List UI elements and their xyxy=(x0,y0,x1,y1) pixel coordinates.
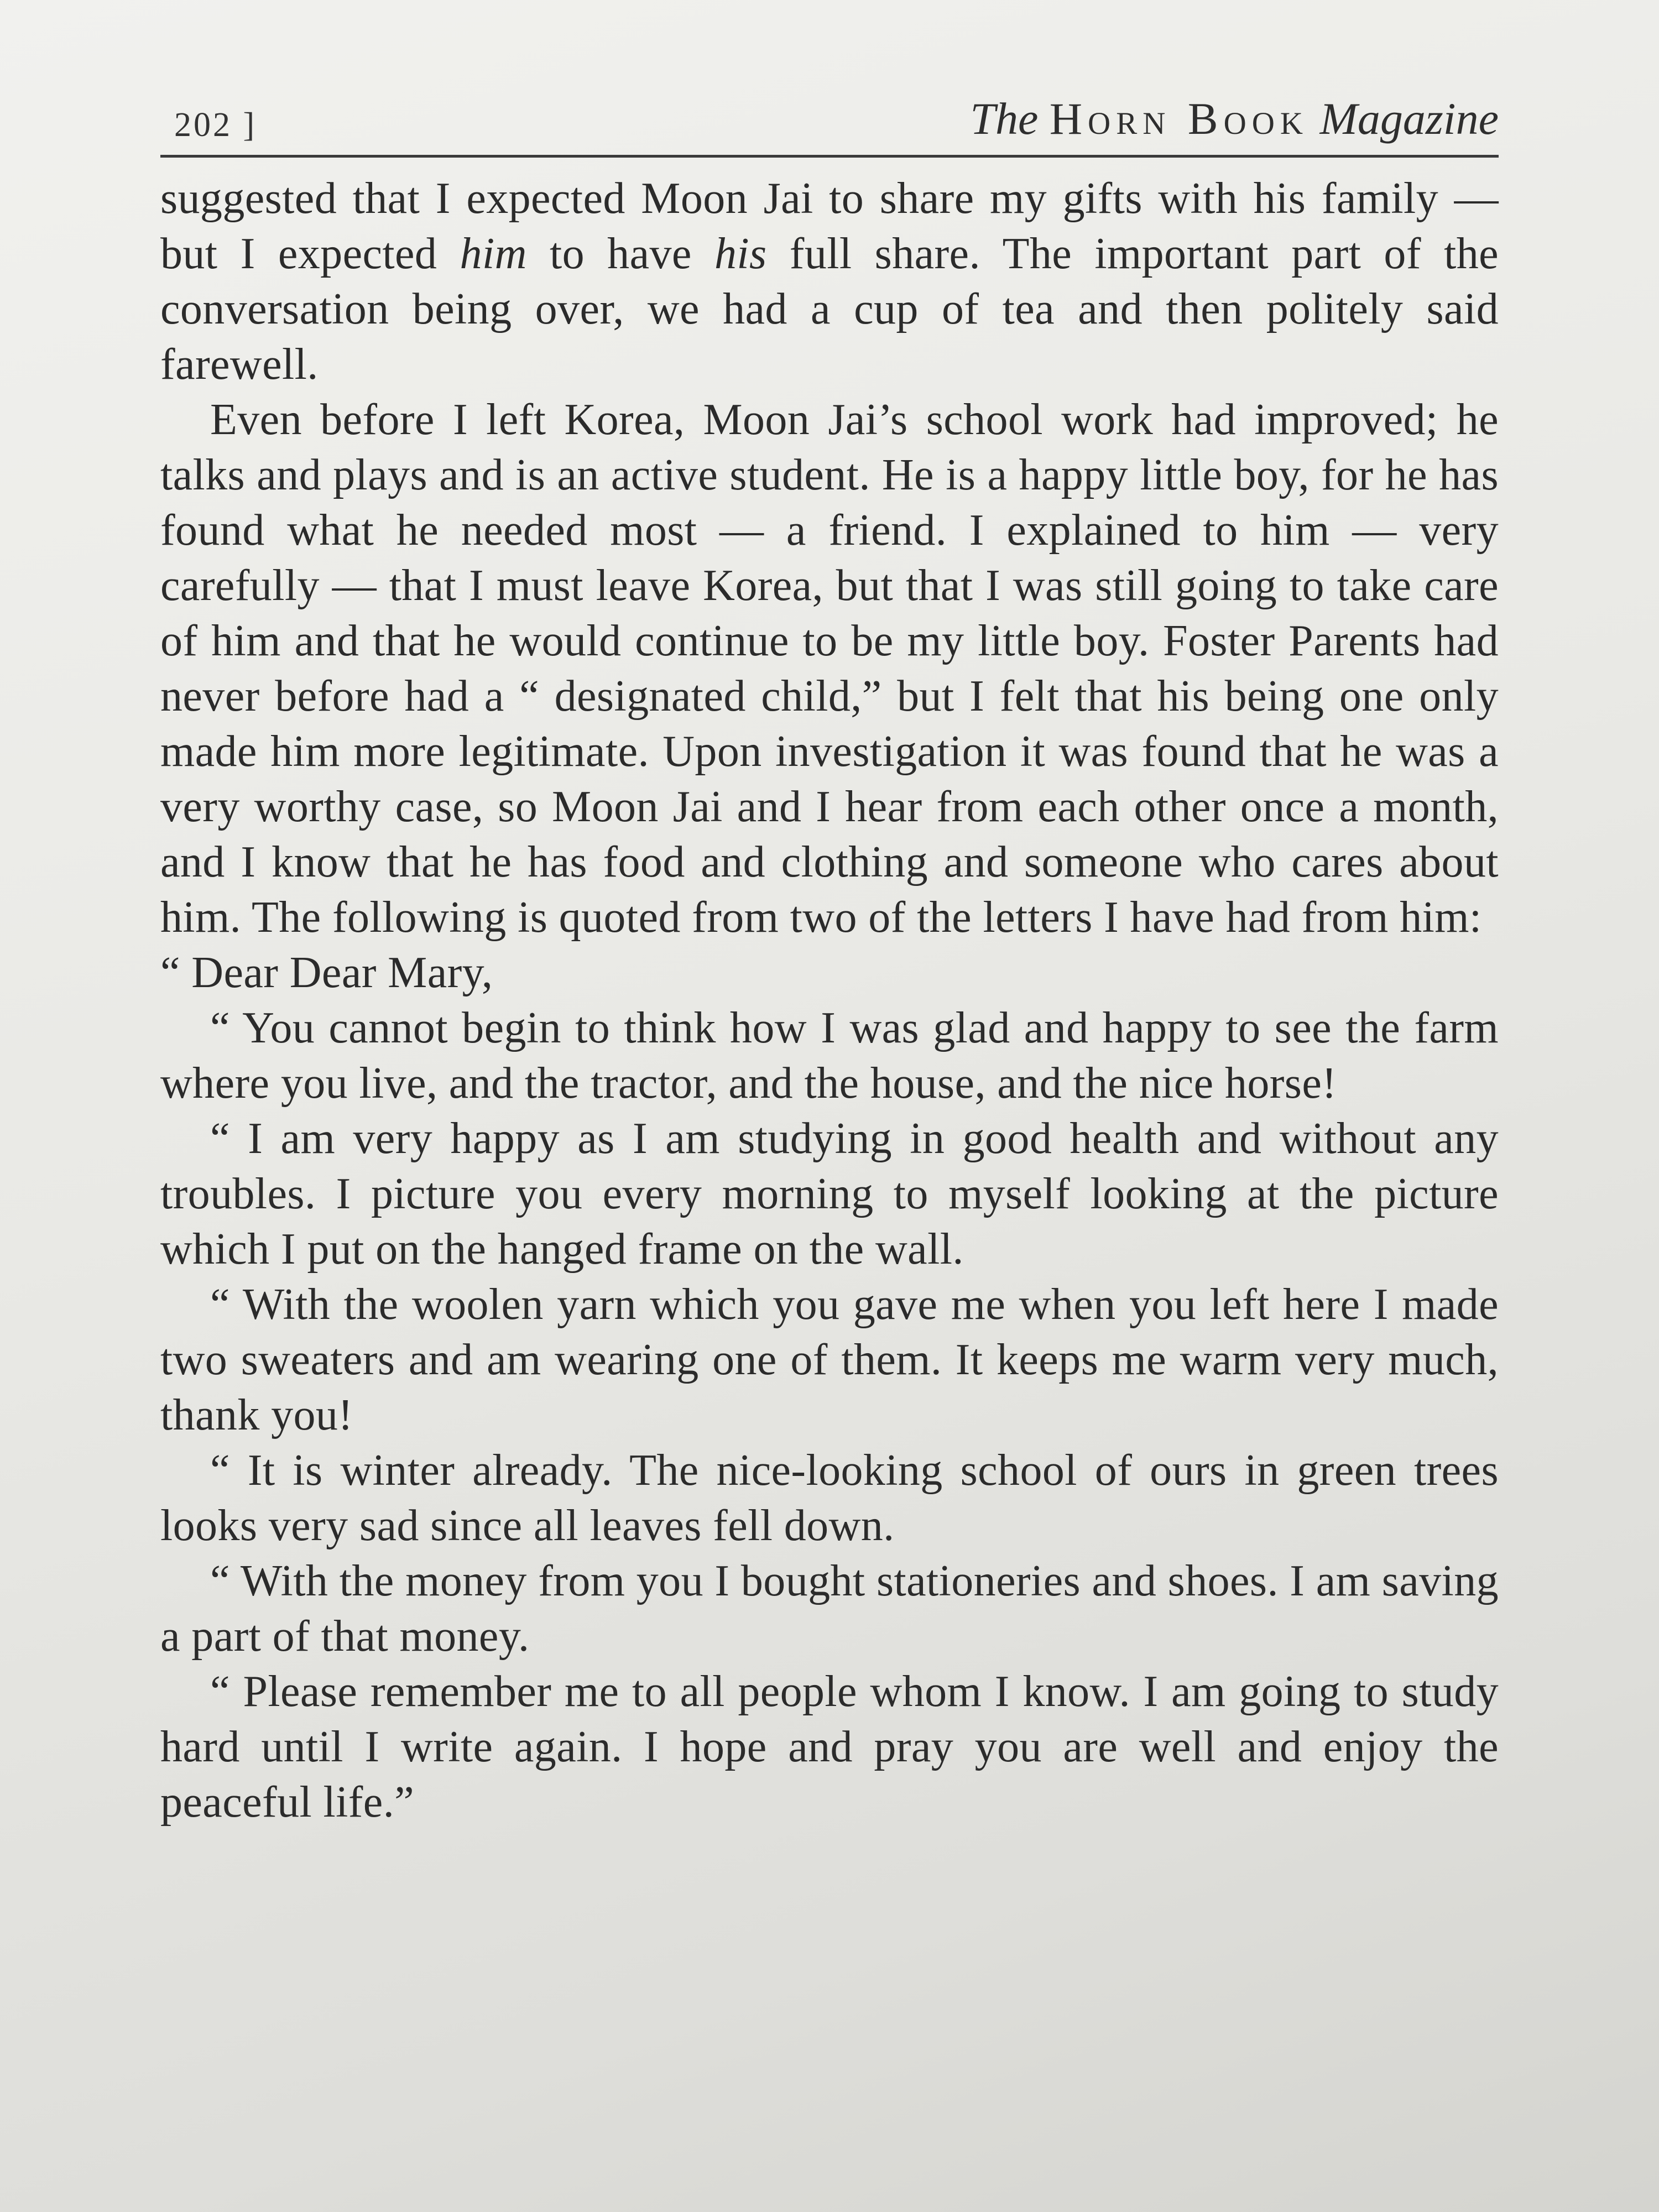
letter-paragraph-6: “ Please remember me to all people whom I know. I am going to study hard until I write again. I hope and pray you are well and enjoy the peaceful life.” xyxy=(160,1667,1499,1827)
p1-text-c: full share. The important part of the conversation being over, we had a cup of tea and then politely said farewell. xyxy=(160,229,1499,389)
body-text xyxy=(160,171,1499,1830)
page-header xyxy=(160,94,1499,158)
p1-emphasis-him: him xyxy=(460,229,527,278)
title-horn-book: Horn Book xyxy=(1049,93,1309,144)
letter-paragraph-3: “ With the woolen yarn which you gave me when you left here I made two sweaters and am wearing one of them. It keeps me warm very much, thank you! xyxy=(160,1280,1499,1439)
paragraph-2: Even before I left Korea, Moon Jai’s school work had improved; he talks and plays and is an active student. He is a happy little boy, for he has found what he needed most — a friend. I explained to him — very carefully — that I must leave Korea, but that I was still going to take care of him and that he would continue to be my little boy. Foster Parents had never before had a “ designated child,” but I felt that his being one only made him more legitimate. Upon investigation it was found that he was a very worthy case, so Moon Jai and I hear from each other once a month, and I know that he has food and clothing and someone who cares about him. The following is quoted from two of the letters I have had from him: xyxy=(160,395,1499,942)
running-title xyxy=(970,93,1499,145)
book-page xyxy=(160,94,1499,2140)
p1-text-a: suggested that I expected Moon Jai to share my gifts with his family — but I expected xyxy=(160,174,1499,278)
letter-salutation: “ Dear Dear Mary, xyxy=(160,948,493,997)
letter-paragraph-2: “ I am very happy as I am studying in good health and without any troubles. I picture you every morning to myself looking at the picture which I put on the hanged frame on the wall. xyxy=(160,1114,1499,1274)
page-number: 202 ] xyxy=(174,106,257,144)
p1-text-b: to have xyxy=(526,229,715,278)
paragraph-1 xyxy=(160,171,1499,392)
title-magazine: Magazine xyxy=(1319,93,1499,144)
title-the: The xyxy=(970,93,1039,144)
letter-paragraph-5: “ With the money from you I bought stationeries and shoes. I am saving a part of that money. xyxy=(160,1557,1499,1661)
p1-emphasis-his: his xyxy=(714,229,767,278)
letter-paragraph-4: “ It is winter already. The nice-looking school of ours in green trees looks very sad since all leaves fell down. xyxy=(160,1446,1499,1550)
letter-paragraph-1: “ You cannot begin to think how I was glad and happy to see the farm where you live, and the tractor, and the house, and the nice horse! xyxy=(160,1004,1499,1108)
